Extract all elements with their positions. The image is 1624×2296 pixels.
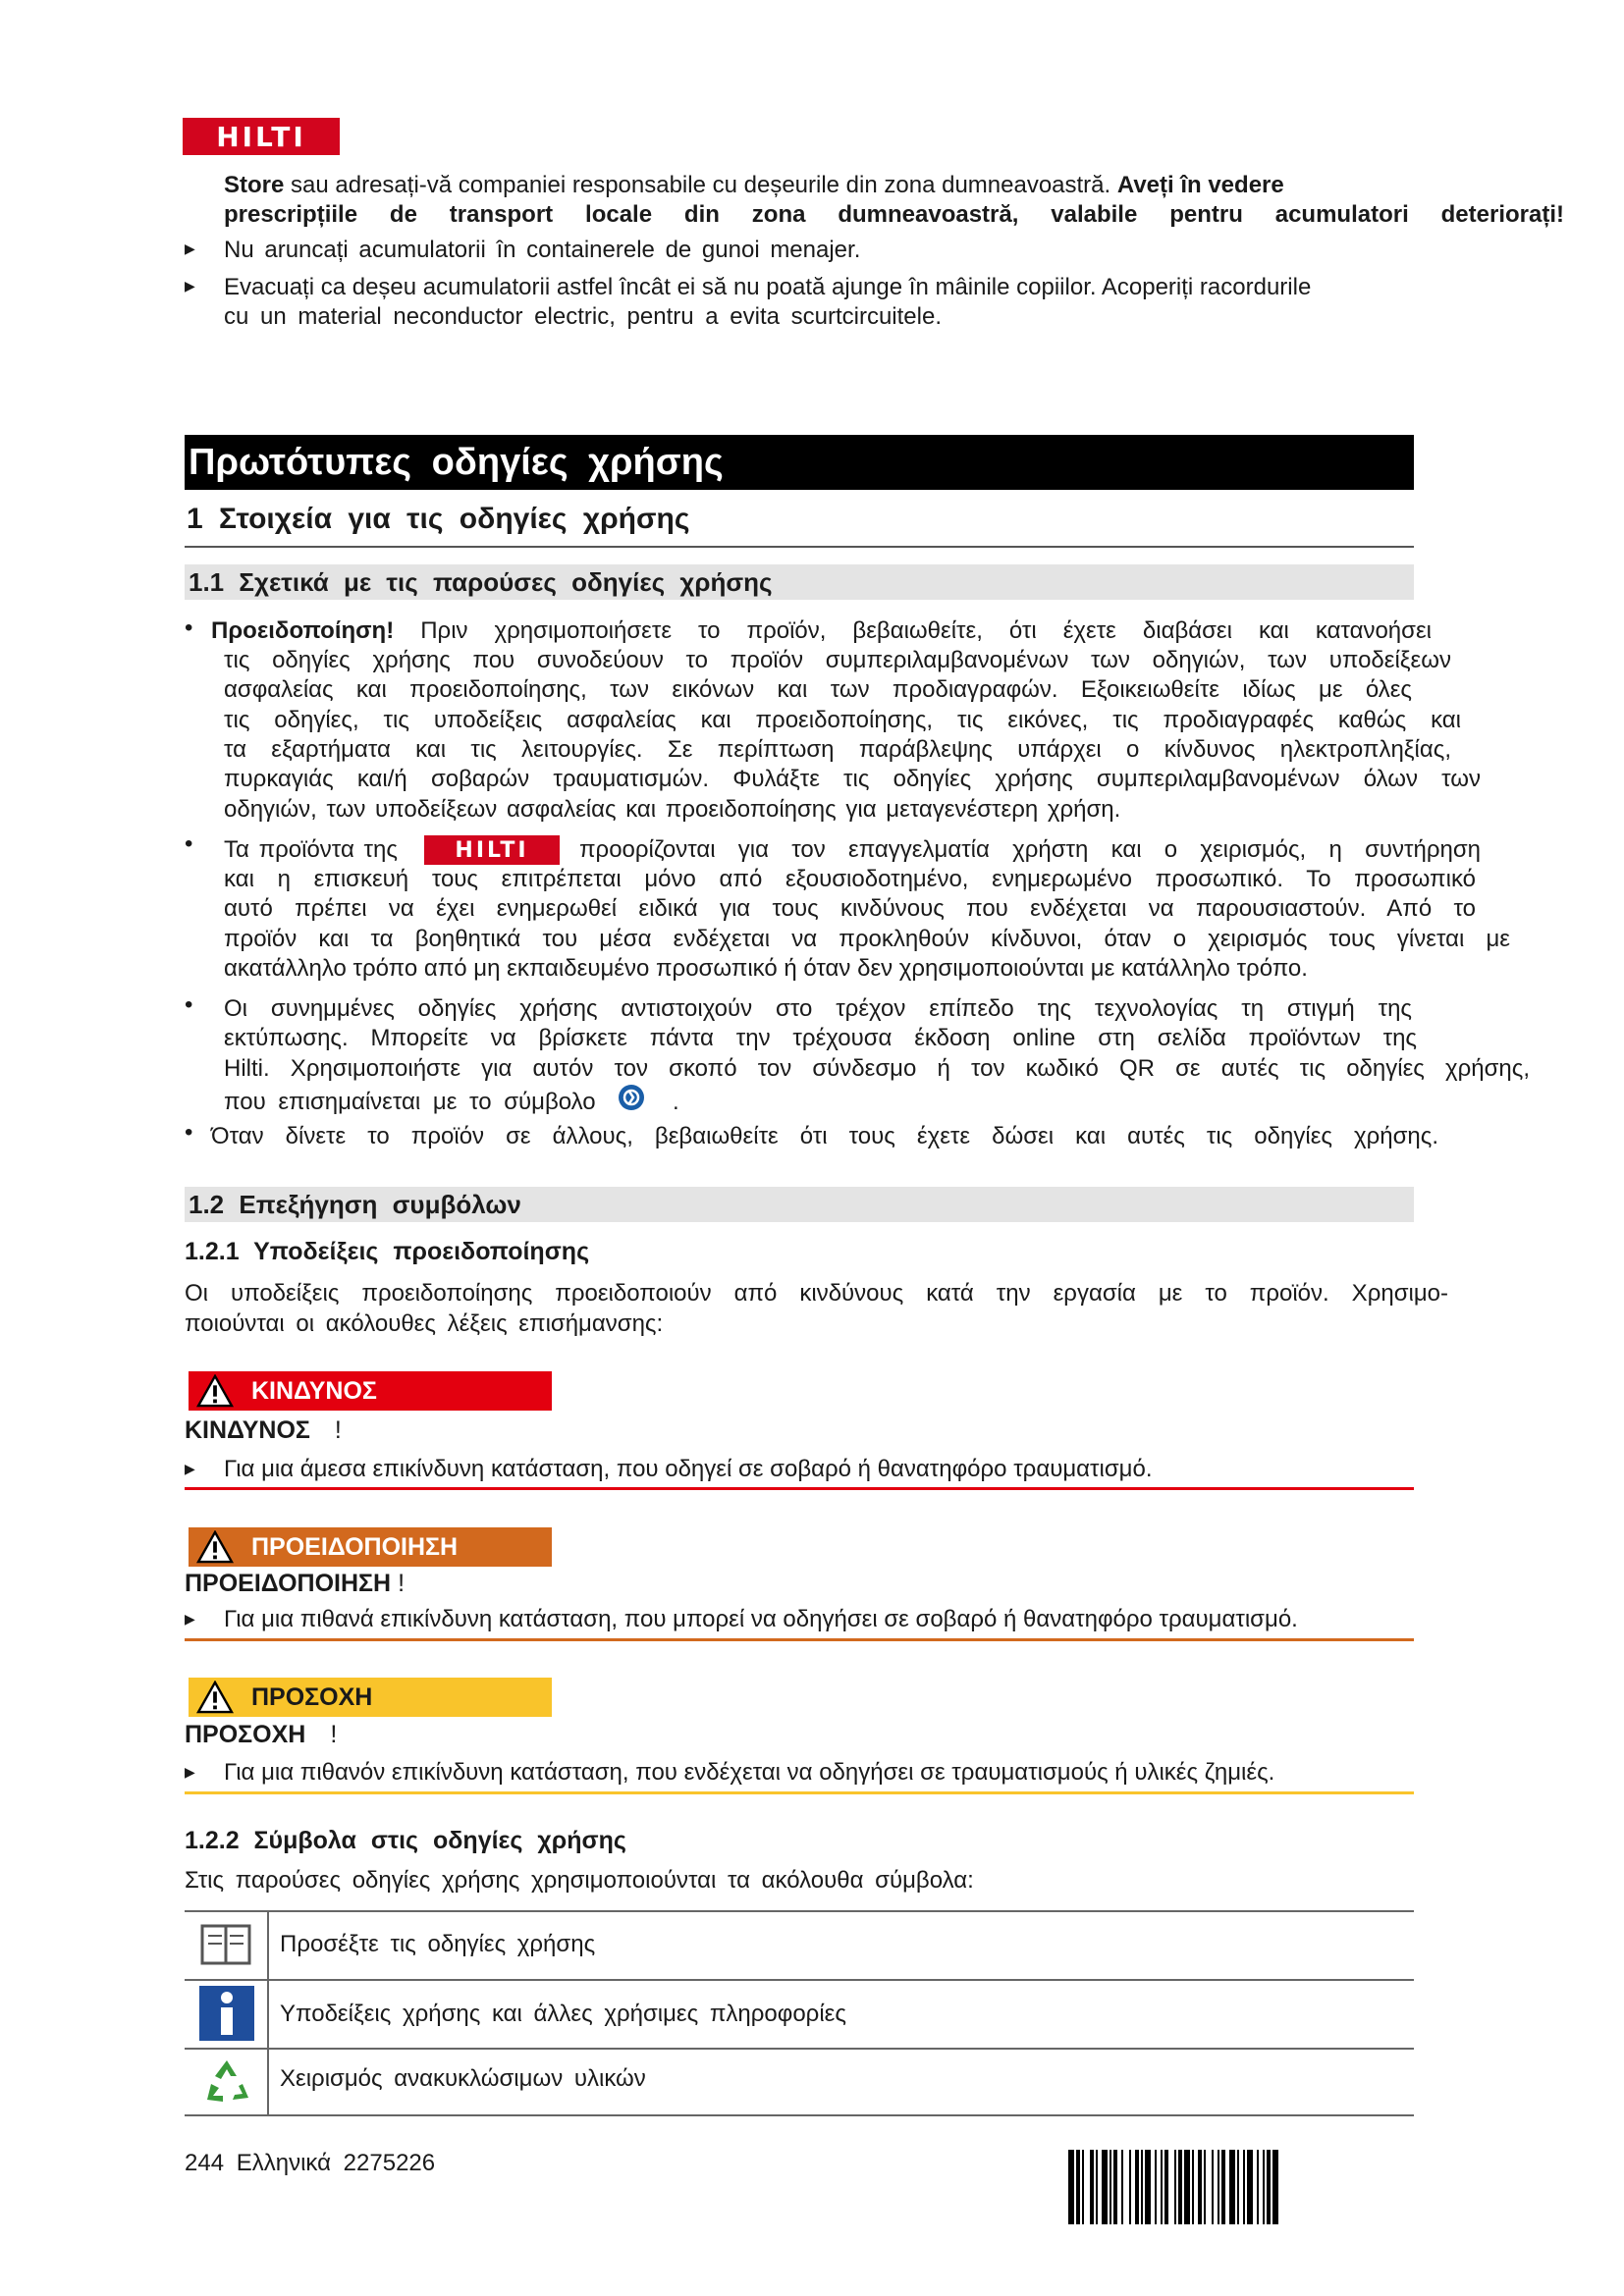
danger-word-text: ΚΙΝΔΥΝΟΣ <box>185 1416 310 1444</box>
hilti-logo-inline: HILTI <box>424 835 560 865</box>
symbols-intro: Στις παρούσες οδηγίες χρήσης χρησιμοποιούνται τα ακόλουθα σύμβολα: <box>185 1867 974 1894</box>
barcode-bar <box>1141 2150 1143 2224</box>
barcode-bar <box>1204 2150 1206 2224</box>
heading-1-1: 1.1 Σχετικά με τις παρούσες οδηγίες χρήσης <box>185 564 1414 600</box>
b1-line0 <box>211 616 1432 646</box>
heading-1-2-2: 1.2.2 Σύμβολα στις οδηγίες χρήσης <box>185 1827 626 1854</box>
barcode-bar <box>1155 2150 1157 2224</box>
barcode-bar <box>1218 2150 1219 2224</box>
warning-triangle-icon <box>196 1681 234 1714</box>
b3-line1: εκτύπωσης. Μπορείτε να βρίσκετε πάντα την τρέχουσα έκδοση online στη σελίδα προϊόντων της <box>224 1025 1417 1051</box>
barcode-bar <box>1247 2150 1253 2224</box>
caution-word-text: ΠΡΟΣΟΧΗ <box>185 1721 306 1748</box>
caution-text: Για μια πιθανόν επικίνδυνη κατάσταση, που ενδέχεται να οδηγήσει σε τραυματισμούς ή υλικές ζημιές. <box>224 1759 1275 1786</box>
bullet-dot: • <box>185 991 193 1018</box>
danger-badge <box>189 1371 552 1411</box>
barcode-bar <box>1161 2150 1163 2224</box>
caution-mark: ! <box>330 1721 338 1748</box>
footer-code: 2275226 <box>343 2150 436 2176</box>
barcode <box>1068 2150 1407 2224</box>
bullet-marker: ▶ <box>185 278 195 294</box>
table-rule <box>185 2048 1414 2050</box>
b1-text0: Πριν χρησιμοποιήσετε το προϊόν, βεβαιωθείτε, ότι έχετε διαβάσει και κατανοήσει <box>420 617 1432 644</box>
symbol-text-1: Προσέξτε τις οδηγίες χρήσης <box>280 1931 596 1957</box>
b1-bold: Προειδοποίηση! <box>211 617 395 644</box>
b2-line1: και η επισκευή τους επιτρέπεται μόνο από εξουσιοδοτημένο, ενημερωμένο προσωπικό. Το προσωπικό <box>224 866 1476 892</box>
warning-triangle-icon <box>196 1374 234 1408</box>
page-number: 244 <box>185 2150 225 2176</box>
barcode-bar <box>1198 2150 1202 2224</box>
barcode-bar <box>1090 2150 1094 2224</box>
barcode-bar <box>1145 2150 1151 2224</box>
barcode-bar <box>1192 2150 1194 2224</box>
b1-line2: ασφαλείας και προειδοποίησης, των εικόνων και των προδιαγραφών. Εξοικειωθείτε ιδίως με όλες <box>224 676 1412 703</box>
bullet-dot: • <box>185 614 193 641</box>
b3-line0: Οι συνημμένες οδηγίες χρήσης αντιστοιχούν στο τρέχον επίπεδο της τεχνολογίας τη στιγμή της <box>224 995 1412 1022</box>
warning-mark: ! <box>398 1570 406 1597</box>
caution-badge <box>189 1678 552 1717</box>
caution-badge-label: ΠΡΟΣΟΧΗ <box>251 1683 373 1711</box>
table-rule <box>185 1979 1414 1981</box>
b2-line3: προϊόν και τα βοηθητικά του μέσα ενδέχεται να προκληθούν κίνδυνοι, όταν ο χειρισμός τους γίνεται με <box>224 926 1510 952</box>
barcode-bar <box>1164 2150 1168 2224</box>
caution-rule <box>185 1791 1414 1794</box>
intro-bullet1: Nu aruncați acumulatorii în containerele de gunoi menajer. <box>224 237 861 263</box>
intro-bullet2-l1: Evacuați ca deșeu acumulatorii astfel încât ei să nu poată ajunge în mâinile copiilor. Acoperiți racordurile <box>224 274 1312 300</box>
intro-bold-start: Store <box>224 172 285 198</box>
bullet-marker: ▶ <box>185 1461 195 1476</box>
b1-line4: τα εξαρτήματα και τις λειτουργίες. Σε περίπτωση παράβλεψης υπάρχει ο κίνδυνος ηλεκτροπληξίας, <box>224 736 1451 763</box>
hilti-logo: HILTI <box>183 118 340 155</box>
danger-badge-label: ΚΙΝΔΥΝΟΣ <box>251 1377 377 1405</box>
b2-line4: ακατάλληλο τρόπο από μη εκπαιδευμένο προσωπικό ή όταν δεν χρησιμοποιούνται με κατάλληλο τρόπο. <box>224 955 1308 982</box>
b1-line6: οδηγιών, των υποδείξεων ασφαλείας και προειδοποίησης για μεταγενέστερη χρήση. <box>224 796 1121 823</box>
b1-line5: πυρκαγιάς και/ή σοβαρών τραυματισμών. Φυλάξτε τις οδηγίες χρήσης συμπεριλαμβανομένων όλων των <box>224 766 1481 792</box>
bullet-marker: ▶ <box>185 240 195 256</box>
heading-1-2-1: 1.2.1 Υποδείξεις προειδοποίησης <box>185 1238 590 1265</box>
b2-start: Τα προϊόντα της <box>224 836 398 863</box>
symbol-text-3: Χειρισμός ανακυκλώσιμων υλικών <box>280 2065 646 2092</box>
info-icon <box>199 1986 254 2041</box>
warning-badge-label: ΠΡΟΕΙΔΟΠΟΙΗΣΗ <box>251 1533 459 1561</box>
intro-line2: prescripțiile de transport locale din zona dumneavoastră, valabile pentru acumulatori deteriorați! <box>224 201 1564 228</box>
barcode-bar <box>1267 2150 1271 2224</box>
table-rule <box>185 2114 1414 2116</box>
symbol-text-2: Υποδείξεις χρήσης και άλλες χρήσιμες πληροφορίες <box>280 2001 846 2027</box>
barcode-bar <box>1178 2150 1182 2224</box>
section-title: Πρωτότυπες οδηγίες χρήσης <box>185 435 1414 490</box>
barcode-bar <box>1212 2150 1214 2224</box>
barcode-bar <box>1068 2150 1074 2224</box>
barcode-bar <box>1237 2150 1239 2224</box>
table-divider <box>267 1910 269 2116</box>
recycle-icon <box>199 2055 254 2109</box>
bullet-marker: ▶ <box>185 1764 195 1780</box>
danger-mark: ! <box>334 1416 342 1444</box>
barcode-bar <box>1113 2150 1117 2224</box>
warning-word <box>185 1570 405 1598</box>
warn-intro-l2: ποιούνται οι ακόλουθες λέξεις επισήμανσης: <box>185 1310 664 1337</box>
b1-line1: τις οδηγίες χρήσης που συνοδεύουν το προϊόν συμπεριλαμβανομένων των οδηγιών, των υποδείξεων <box>224 647 1451 673</box>
heading-rule <box>185 546 1414 548</box>
barcode-bar <box>1221 2150 1225 2224</box>
danger-text: Για μια άμεσα επικίνδυνη κατάσταση, που οδηγεί σε σοβαρό ή θανατηφόρο τραυματισμό. <box>224 1456 1153 1482</box>
warn-intro-l1: Οι υποδείξεις προειδοποίησης προειδοποιούν από κινδύνους κατά την εργασία με το προϊόν. Χρησιμο- <box>185 1280 1448 1307</box>
b2-end: προορίζονται για τον επαγγελματία χρήστη και ο χειρισμός, η συντήρηση <box>579 836 1481 863</box>
warning-text: Για μια πιθανά επικίνδυνη κατάσταση, που μπορεί να οδηγήσει σε σοβαρό ή θανατηφόρο τραυματισμό. <box>224 1606 1298 1632</box>
intro-bold-end: Aveți în vedere <box>1116 172 1284 198</box>
b3-line3: που επισημαίνεται με το σύμβολο <box>224 1089 596 1115</box>
book-icon <box>200 1922 251 1967</box>
danger-word <box>185 1416 342 1445</box>
b1-line3: τις οδηγίες, τις υποδείξεις ασφαλείας και προειδοποίησης, τις εικόνες, τις προδιαγραφές καθώς και <box>224 707 1461 733</box>
barcode-bar <box>1102 2150 1108 2224</box>
barcode-bar <box>1174 2150 1176 2224</box>
intro-line1 <box>224 171 1412 200</box>
caution-word <box>185 1721 337 1749</box>
bullet-dot: • <box>185 1119 193 1146</box>
heading-1: 1 Στοιχεία για τις οδηγίες χρήσης <box>187 503 690 535</box>
table-rule <box>185 1910 1414 1912</box>
bullet-dot: • <box>185 830 193 857</box>
barcode-bar <box>1243 2150 1245 2224</box>
b2-line2: αυτό πρέπει να έχει ενημερωθεί ειδικά για τους κινδύνους που ενδέχεται να παρουσιαστούν. Από το <box>224 895 1476 922</box>
barcode-bar <box>1184 2150 1190 2224</box>
online-link-icon <box>617 1083 646 1112</box>
footer-language: Ελληνικά <box>236 2150 331 2176</box>
bullet-marker: ▶ <box>185 1611 195 1627</box>
page-footer <box>185 2149 435 2178</box>
barcode-bar <box>1272 2150 1278 2224</box>
warning-word-text: ΠΡΟΕΙΔΟΠΟΙΗΣΗ <box>185 1570 392 1597</box>
warning-triangle-icon <box>196 1530 234 1564</box>
intro-plain: sau adresați-vă companiei responsabile cu deșeurile din zona dumneavoastră. <box>291 172 1111 198</box>
barcode-bar <box>1263 2150 1265 2224</box>
barcode-bar <box>1229 2150 1235 2224</box>
barcode-bar <box>1257 2150 1259 2224</box>
danger-rule <box>185 1487 1414 1490</box>
barcode-bar <box>1076 2150 1080 2224</box>
b4: Όταν δίνετε το προϊόν σε άλλους, βεβαιωθείτε ότι τους έχετε δώσει και αυτές τις οδηγίες χρήσης. <box>211 1123 1438 1149</box>
warning-badge <box>189 1527 552 1567</box>
b3-line2: Hilti. Χρησιμοποιήστε για αυτόν τον σκοπό τον σύνδεσμο ή τον κωδικό QR σε αυτές τις οδηγίες χρήσης, <box>224 1055 1530 1082</box>
barcode-bar <box>1096 2150 1098 2224</box>
barcode-bar <box>1110 2150 1111 2224</box>
barcode-bar <box>1121 2150 1123 2224</box>
barcode-bar <box>1129 2150 1131 2224</box>
warning-rule <box>185 1638 1414 1641</box>
intro-bullet2-l2: cu un material neconductor electric, pentru a evita scurtcircuitele. <box>224 303 942 330</box>
barcode-bar <box>1135 2150 1139 2224</box>
b3-end: . <box>673 1089 679 1115</box>
heading-1-2: 1.2 Επεξήγηση συμβόλων <box>185 1187 1414 1222</box>
barcode-bar <box>1082 2150 1084 2224</box>
